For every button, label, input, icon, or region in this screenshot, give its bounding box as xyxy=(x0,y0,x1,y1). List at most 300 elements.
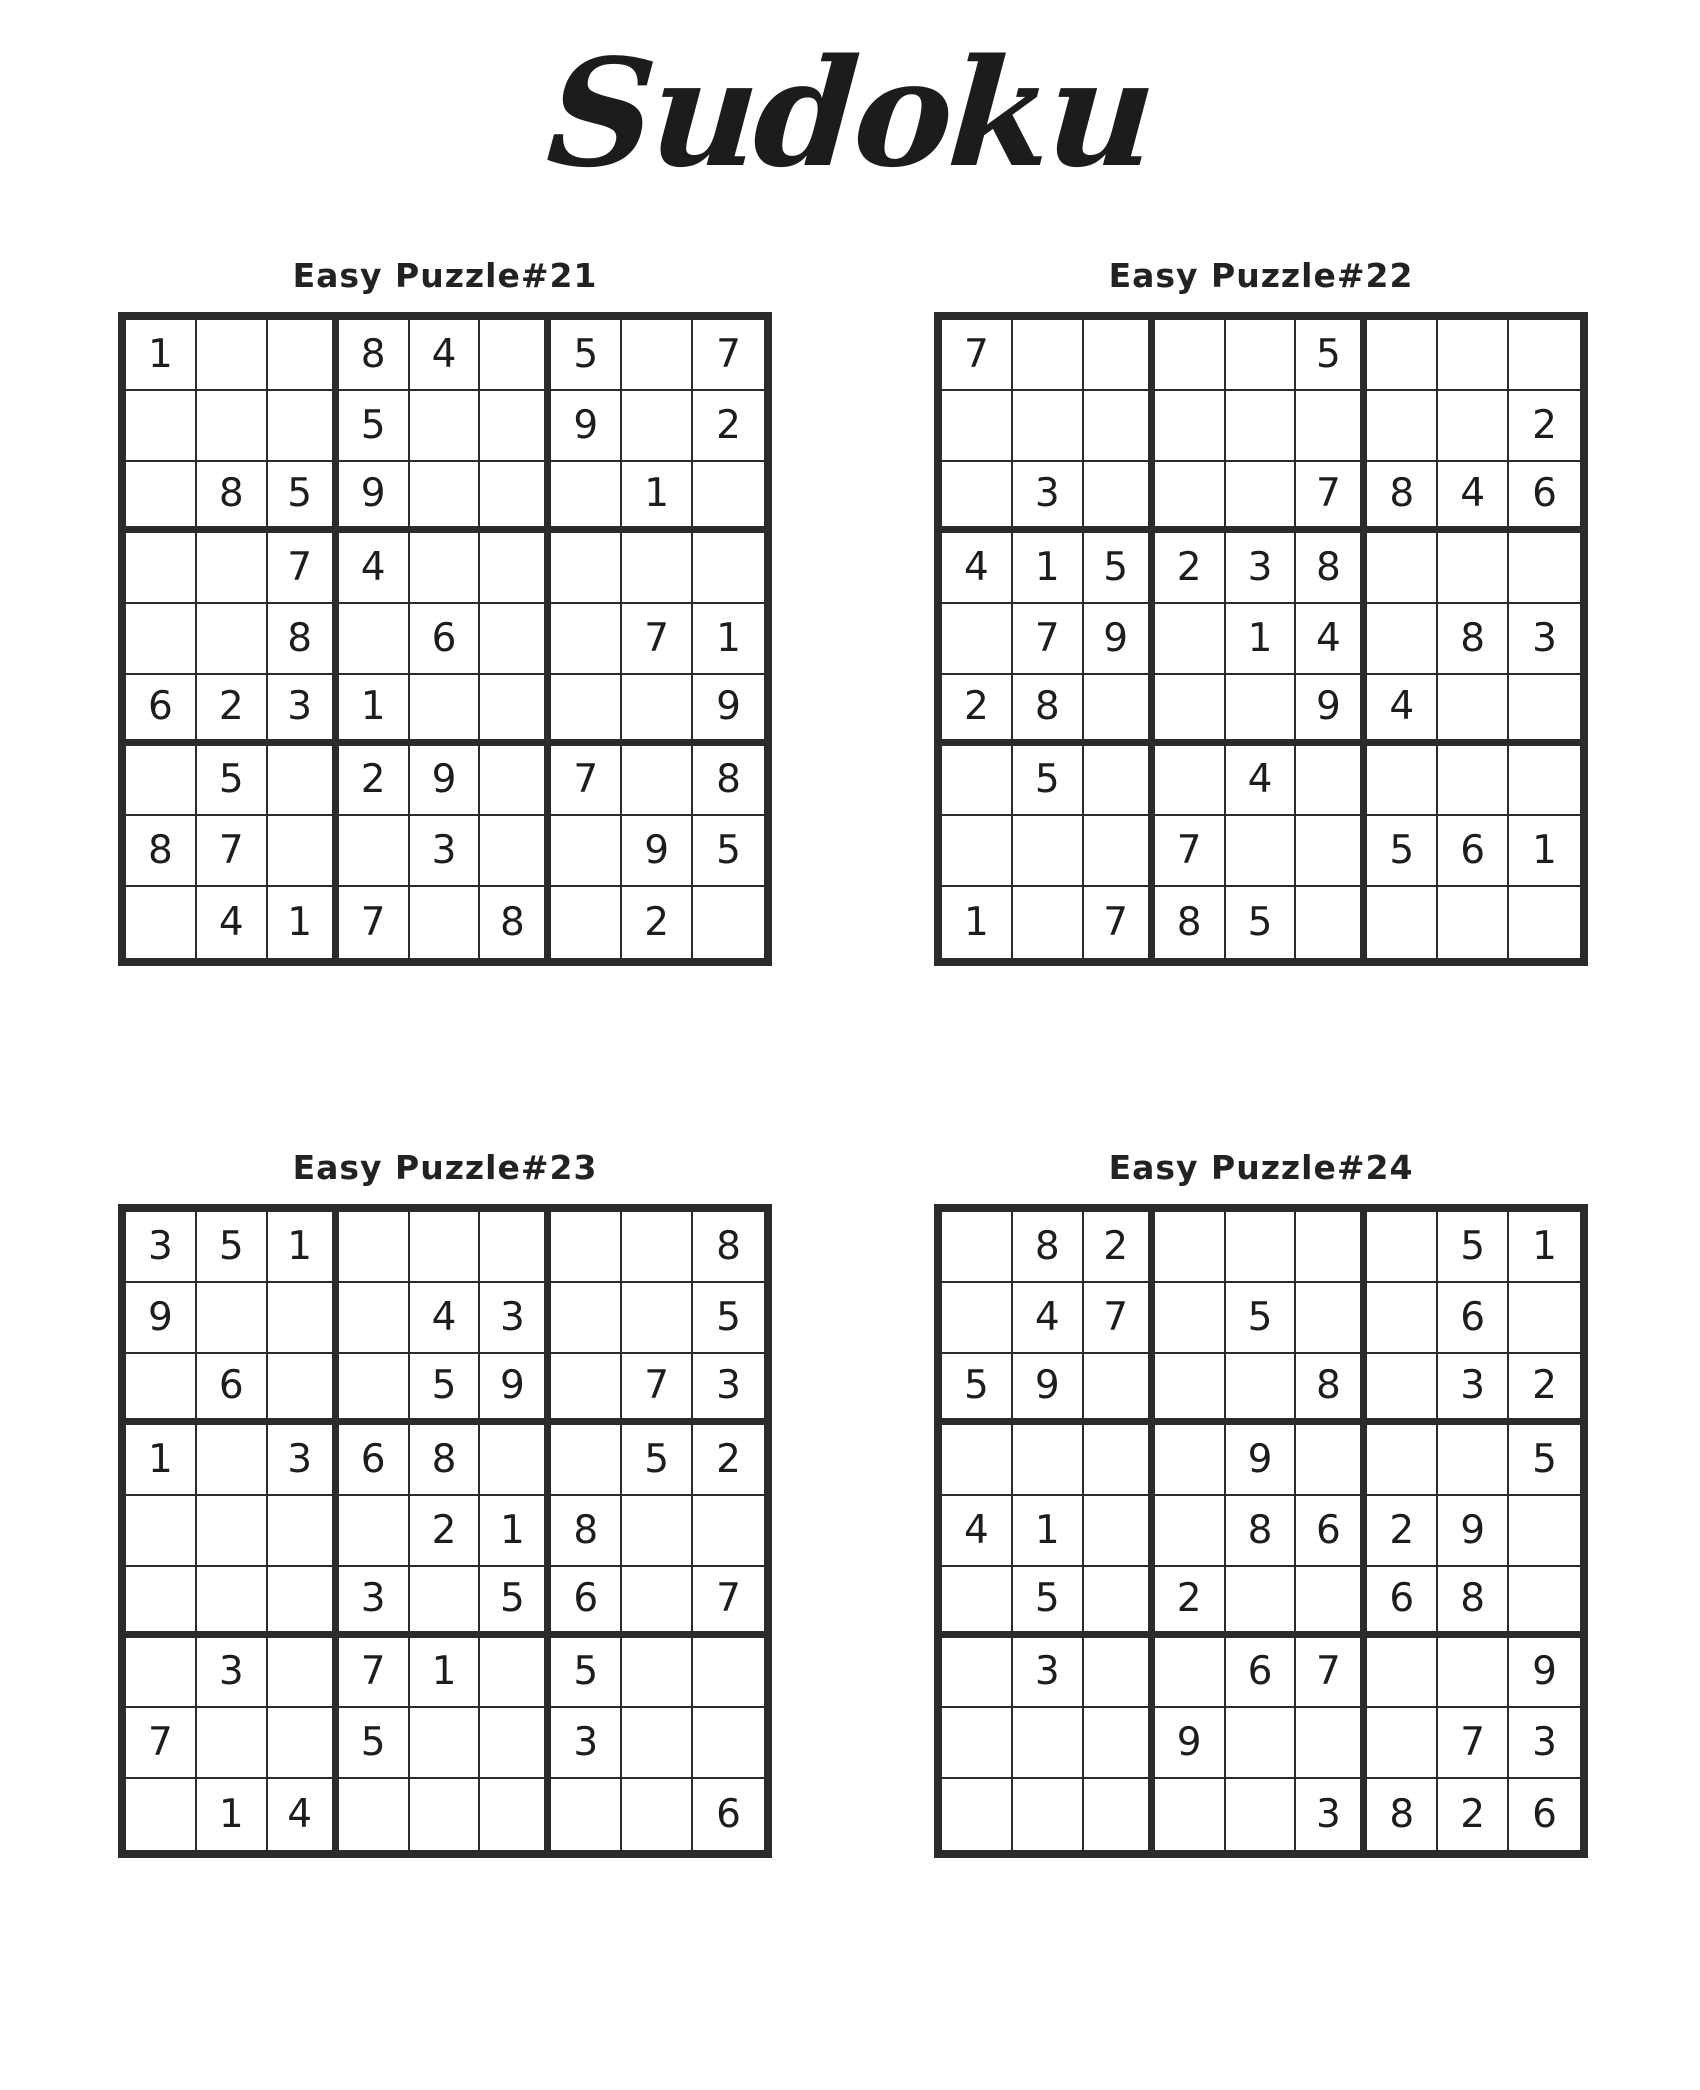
sudoku-cell xyxy=(1013,320,1084,391)
sudoku-cell xyxy=(1013,887,1084,958)
sudoku-cell xyxy=(1296,391,1367,462)
sudoku-cell: 1 xyxy=(126,1425,197,1496)
sudoku-cell xyxy=(1367,604,1438,675)
sudoku-cell xyxy=(480,675,551,746)
sudoku-cell xyxy=(126,1567,197,1638)
sudoku-cell xyxy=(551,533,622,604)
sudoku-cell: 8 xyxy=(1226,1496,1297,1567)
sudoku-cell: 8 xyxy=(1438,604,1509,675)
sudoku-cell xyxy=(197,320,268,391)
sudoku-cell: 4 xyxy=(1226,746,1297,817)
sudoku-cell xyxy=(622,1283,693,1354)
sudoku-cell: 8 xyxy=(693,746,764,817)
sudoku-cell: 2 xyxy=(1509,1354,1580,1425)
sudoku-cell xyxy=(1438,1425,1509,1496)
sudoku-cell xyxy=(693,1496,764,1567)
sudoku-cell: 1 xyxy=(1509,1212,1580,1283)
sudoku-cell: 8 xyxy=(126,816,197,887)
sudoku-cell: 6 xyxy=(1509,1779,1580,1850)
sudoku-cell xyxy=(942,1638,1013,1709)
sudoku-cell xyxy=(551,675,622,746)
sudoku-cell xyxy=(1438,533,1509,604)
puzzle-row-bottom xyxy=(0,1148,1700,1858)
sudoku-cell xyxy=(1226,1779,1297,1850)
sudoku-cell xyxy=(268,1283,339,1354)
puzzle-1 xyxy=(118,256,772,966)
sudoku-cell: 7 xyxy=(1155,816,1226,887)
sudoku-cell xyxy=(1367,1708,1438,1779)
sudoku-cell xyxy=(1226,675,1297,746)
sudoku-cell: 1 xyxy=(268,887,339,958)
sudoku-cell xyxy=(551,1354,622,1425)
sudoku-cell: 6 xyxy=(551,1567,622,1638)
sudoku-cell: 8 xyxy=(1367,1779,1438,1850)
sudoku-cell xyxy=(942,462,1013,533)
sudoku-cell: 7 xyxy=(1296,1638,1367,1709)
sudoku-cell xyxy=(268,1496,339,1567)
sudoku-cell: 7 xyxy=(126,1708,197,1779)
sudoku-cell xyxy=(1509,746,1580,817)
sudoku-cell xyxy=(1367,533,1438,604)
sudoku-cell: 9 xyxy=(1013,1354,1084,1425)
sudoku-cell xyxy=(410,1708,481,1779)
sudoku-cell: 3 xyxy=(268,675,339,746)
sudoku-cell xyxy=(268,1567,339,1638)
sudoku-cell: 7 xyxy=(339,887,410,958)
sudoku-cell xyxy=(1296,746,1367,817)
sudoku-cell: 1 xyxy=(1226,604,1297,675)
sudoku-cell: 4 xyxy=(197,887,268,958)
sudoku-cell xyxy=(1155,320,1226,391)
sudoku-cell: 3 xyxy=(339,1567,410,1638)
sudoku-cell: 8 xyxy=(1296,1354,1367,1425)
sudoku-cell: 1 xyxy=(622,462,693,533)
sudoku-cell xyxy=(197,1708,268,1779)
sudoku-cell: 2 xyxy=(339,746,410,817)
sudoku-cell xyxy=(1367,1425,1438,1496)
sudoku-cell: 6 xyxy=(410,604,481,675)
sudoku-cell xyxy=(197,1567,268,1638)
sudoku-cell: 3 xyxy=(1438,1354,1509,1425)
sudoku-cell: 3 xyxy=(1226,533,1297,604)
sudoku-cell xyxy=(126,1638,197,1709)
sudoku-cell xyxy=(1438,746,1509,817)
sudoku-grid xyxy=(934,1204,1588,1858)
sudoku-cell xyxy=(480,533,551,604)
sudoku-cell xyxy=(1367,1638,1438,1709)
sudoku-cell xyxy=(1155,604,1226,675)
sudoku-cell xyxy=(942,1708,1013,1779)
sudoku-cell xyxy=(693,462,764,533)
sudoku-cell xyxy=(339,1496,410,1567)
sudoku-cell: 9 xyxy=(622,816,693,887)
sudoku-grid xyxy=(934,312,1588,966)
sudoku-cell: 7 xyxy=(1438,1708,1509,1779)
puzzle-title: Easy Puzzle#24 xyxy=(1108,1148,1414,1188)
puzzle-row-top xyxy=(0,256,1700,966)
sudoku-cell xyxy=(942,816,1013,887)
sudoku-cell: 7 xyxy=(622,1354,693,1425)
sudoku-cell xyxy=(268,1354,339,1425)
sudoku-cell: 5 xyxy=(1367,816,1438,887)
sudoku-cell: 8 xyxy=(410,1425,481,1496)
sudoku-cell xyxy=(1296,1212,1367,1283)
sudoku-cell: 5 xyxy=(197,1212,268,1283)
sudoku-cell: 1 xyxy=(942,887,1013,958)
sudoku-cell xyxy=(1226,816,1297,887)
sudoku-cell xyxy=(942,1283,1013,1354)
sudoku-grid xyxy=(118,1204,772,1858)
sudoku-cell: 9 xyxy=(1296,675,1367,746)
sudoku-cell: 2 xyxy=(693,1425,764,1496)
sudoku-cell xyxy=(339,604,410,675)
sudoku-cell: 5 xyxy=(1226,1283,1297,1354)
sudoku-cell xyxy=(1084,391,1155,462)
sudoku-cell xyxy=(480,816,551,887)
sudoku-cell xyxy=(1155,1425,1226,1496)
sudoku-cell xyxy=(622,1567,693,1638)
sudoku-cell xyxy=(1509,1283,1580,1354)
sudoku-cell xyxy=(1367,887,1438,958)
sudoku-cell xyxy=(1438,391,1509,462)
sudoku-cell xyxy=(268,320,339,391)
sudoku-cell: 2 xyxy=(1438,1779,1509,1850)
sudoku-cell xyxy=(339,1779,410,1850)
sudoku-cell xyxy=(197,1425,268,1496)
sudoku-cell xyxy=(1084,1779,1155,1850)
sudoku-cell xyxy=(622,1496,693,1567)
sudoku-cell: 5 xyxy=(1013,1567,1084,1638)
sudoku-cell xyxy=(1013,1779,1084,1850)
sudoku-cell xyxy=(942,1212,1013,1283)
sudoku-cell xyxy=(1155,1496,1226,1567)
sudoku-cell: 4 xyxy=(1013,1283,1084,1354)
sudoku-cell: 3 xyxy=(693,1354,764,1425)
sudoku-cell: 5 xyxy=(1438,1212,1509,1283)
sudoku-cell: 5 xyxy=(339,1708,410,1779)
sudoku-cell xyxy=(1084,1354,1155,1425)
sudoku-cell xyxy=(1084,320,1155,391)
sudoku-cell: 1 xyxy=(693,604,764,675)
sudoku-cell: 8 xyxy=(693,1212,764,1283)
sudoku-cell: 8 xyxy=(1155,887,1226,958)
sudoku-cell: 4 xyxy=(942,533,1013,604)
sudoku-cell xyxy=(1509,533,1580,604)
sudoku-cell xyxy=(126,1496,197,1567)
sudoku-cell xyxy=(1367,391,1438,462)
sudoku-cell xyxy=(1155,1354,1226,1425)
sudoku-cell: 3 xyxy=(1509,1708,1580,1779)
sudoku-cell: 6 xyxy=(197,1354,268,1425)
sudoku-cell xyxy=(622,1638,693,1709)
puzzle-title: Easy Puzzle#21 xyxy=(292,256,598,296)
sudoku-cell: 7 xyxy=(942,320,1013,391)
sudoku-cell xyxy=(268,816,339,887)
sudoku-cell: 7 xyxy=(622,604,693,675)
sudoku-cell: 6 xyxy=(1438,816,1509,887)
sudoku-cell: 5 xyxy=(622,1425,693,1496)
sudoku-cell xyxy=(197,604,268,675)
page-title: Sudoku xyxy=(542,26,1158,200)
sudoku-cell xyxy=(1226,1708,1297,1779)
sudoku-cell xyxy=(480,1212,551,1283)
sudoku-cell xyxy=(1438,320,1509,391)
sudoku-cell xyxy=(1438,1638,1509,1709)
sudoku-cell: 3 xyxy=(1013,1638,1084,1709)
sudoku-cell xyxy=(410,391,481,462)
sudoku-cell xyxy=(1155,746,1226,817)
sudoku-cell xyxy=(1084,1496,1155,1567)
sudoku-cell: 2 xyxy=(1509,391,1580,462)
sudoku-cell: 9 xyxy=(480,1354,551,1425)
sudoku-cell: 8 xyxy=(1438,1567,1509,1638)
sudoku-cell xyxy=(1013,1708,1084,1779)
sudoku-cell xyxy=(197,391,268,462)
sudoku-cell: 2 xyxy=(693,391,764,462)
sudoku-cell xyxy=(1438,675,1509,746)
sudoku-cell: 8 xyxy=(197,462,268,533)
sudoku-cell: 3 xyxy=(197,1638,268,1709)
sudoku-cell: 5 xyxy=(480,1567,551,1638)
sudoku-cell xyxy=(1155,391,1226,462)
sudoku-cell xyxy=(1013,816,1084,887)
sudoku-cell xyxy=(1226,1212,1297,1283)
sudoku-cell xyxy=(1013,391,1084,462)
sudoku-cell xyxy=(551,887,622,958)
sudoku-cell xyxy=(480,320,551,391)
sudoku-cell: 3 xyxy=(1509,604,1580,675)
sudoku-cell: 9 xyxy=(1155,1708,1226,1779)
sudoku-cell xyxy=(126,1779,197,1850)
sudoku-cell: 1 xyxy=(410,1638,481,1709)
sudoku-cell: 6 xyxy=(1296,1496,1367,1567)
sudoku-cell xyxy=(1155,1212,1226,1283)
sudoku-cell: 5 xyxy=(1226,887,1297,958)
sudoku-cell xyxy=(126,887,197,958)
sudoku-cell xyxy=(410,1779,481,1850)
sudoku-cell: 9 xyxy=(551,391,622,462)
sudoku-cell: 6 xyxy=(693,1779,764,1850)
sudoku-cell xyxy=(339,1212,410,1283)
sudoku-cell xyxy=(622,533,693,604)
sudoku-cell: 7 xyxy=(268,533,339,604)
sudoku-cell xyxy=(622,320,693,391)
sudoku-cell: 5 xyxy=(197,746,268,817)
sudoku-cell xyxy=(1226,1354,1297,1425)
sudoku-cell: 9 xyxy=(126,1283,197,1354)
sudoku-cell: 5 xyxy=(693,816,764,887)
sudoku-cell xyxy=(126,1354,197,1425)
sudoku-cell xyxy=(693,533,764,604)
sudoku-cell xyxy=(1084,1425,1155,1496)
sudoku-cell: 5 xyxy=(410,1354,481,1425)
sudoku-cell: 3 xyxy=(268,1425,339,1496)
sudoku-cell xyxy=(1013,1425,1084,1496)
sudoku-cell xyxy=(1084,675,1155,746)
sudoku-cell: 1 xyxy=(126,320,197,391)
sudoku-cell: 7 xyxy=(1084,1283,1155,1354)
sudoku-cell: 4 xyxy=(1367,675,1438,746)
sudoku-cell xyxy=(1509,675,1580,746)
sudoku-cell xyxy=(197,1496,268,1567)
sudoku-cell xyxy=(942,604,1013,675)
sudoku-cell: 6 xyxy=(1367,1567,1438,1638)
sudoku-cell xyxy=(410,1567,481,1638)
sudoku-cell xyxy=(1367,320,1438,391)
sudoku-cell xyxy=(1296,1425,1367,1496)
sudoku-cell xyxy=(622,1708,693,1779)
sudoku-cell: 3 xyxy=(126,1212,197,1283)
sudoku-cell xyxy=(268,391,339,462)
sudoku-cell xyxy=(480,391,551,462)
sudoku-cell xyxy=(339,1354,410,1425)
sudoku-cell xyxy=(1084,816,1155,887)
sudoku-cell: 7 xyxy=(693,320,764,391)
sudoku-cell: 5 xyxy=(551,320,622,391)
sudoku-cell: 5 xyxy=(693,1283,764,1354)
sudoku-cell: 5 xyxy=(268,462,339,533)
sudoku-cell xyxy=(126,533,197,604)
sudoku-cell: 8 xyxy=(1013,675,1084,746)
sudoku-cell xyxy=(551,604,622,675)
sudoku-cell xyxy=(1367,1283,1438,1354)
sudoku-cell xyxy=(1509,1567,1580,1638)
sudoku-cell xyxy=(1296,1567,1367,1638)
sudoku-cell xyxy=(197,533,268,604)
sudoku-cell: 9 xyxy=(410,746,481,817)
sudoku-cell xyxy=(268,746,339,817)
sudoku-cell: 6 xyxy=(1226,1638,1297,1709)
sudoku-cell xyxy=(942,1425,1013,1496)
sudoku-cell: 1 xyxy=(480,1496,551,1567)
sudoku-cell xyxy=(551,1425,622,1496)
sudoku-cell xyxy=(942,391,1013,462)
sudoku-cell xyxy=(942,746,1013,817)
sudoku-cell: 9 xyxy=(693,675,764,746)
sudoku-cell xyxy=(1367,746,1438,817)
sudoku-cell: 2 xyxy=(410,1496,481,1567)
sudoku-cell: 4 xyxy=(1438,462,1509,533)
sudoku-cell xyxy=(693,1708,764,1779)
sudoku-cell xyxy=(1509,1496,1580,1567)
sudoku-cell: 5 xyxy=(551,1638,622,1709)
sudoku-cell xyxy=(622,675,693,746)
sudoku-cell: 7 xyxy=(339,1638,410,1709)
sudoku-cell: 8 xyxy=(1296,533,1367,604)
sudoku-cell xyxy=(1155,1638,1226,1709)
sudoku-cell xyxy=(268,1638,339,1709)
sudoku-cell: 5 xyxy=(1509,1425,1580,1496)
sudoku-cell xyxy=(339,816,410,887)
sudoku-cell xyxy=(410,462,481,533)
sudoku-cell: 2 xyxy=(942,675,1013,746)
sudoku-cell xyxy=(1367,1354,1438,1425)
sudoku-cell: 7 xyxy=(551,746,622,817)
sudoku-cell xyxy=(480,462,551,533)
sudoku-cell: 7 xyxy=(197,816,268,887)
sudoku-cell xyxy=(126,604,197,675)
sudoku-cell: 5 xyxy=(1084,533,1155,604)
sudoku-cell xyxy=(1084,1638,1155,1709)
sudoku-cell xyxy=(126,746,197,817)
sudoku-cell: 6 xyxy=(126,675,197,746)
sudoku-cell: 6 xyxy=(1509,462,1580,533)
sudoku-cell xyxy=(622,391,693,462)
sudoku-cell: 4 xyxy=(942,1496,1013,1567)
sudoku-cell xyxy=(1155,462,1226,533)
sudoku-cell xyxy=(1226,1567,1297,1638)
sudoku-cell xyxy=(1226,391,1297,462)
sudoku-cell: 8 xyxy=(1367,462,1438,533)
sudoku-cell xyxy=(1296,1708,1367,1779)
sudoku-cell: 9 xyxy=(1084,604,1155,675)
sudoku-cell xyxy=(1155,1779,1226,1850)
sudoku-cell xyxy=(942,1567,1013,1638)
sudoku-cell xyxy=(480,1779,551,1850)
sudoku-cell: 9 xyxy=(1226,1425,1297,1496)
sudoku-cell xyxy=(1084,746,1155,817)
sudoku-cell: 7 xyxy=(1013,604,1084,675)
sudoku-cell xyxy=(1084,462,1155,533)
sudoku-cell xyxy=(1296,816,1367,887)
sudoku-cell: 3 xyxy=(410,816,481,887)
sudoku-cell: 4 xyxy=(410,320,481,391)
sudoku-cell: 4 xyxy=(410,1283,481,1354)
sudoku-cell: 8 xyxy=(480,887,551,958)
sudoku-cell xyxy=(126,462,197,533)
sudoku-cell xyxy=(480,1708,551,1779)
sudoku-cell: 8 xyxy=(339,320,410,391)
sudoku-cell xyxy=(410,887,481,958)
sudoku-cell xyxy=(480,604,551,675)
sudoku-cell: 1 xyxy=(197,1779,268,1850)
sudoku-cell xyxy=(480,1638,551,1709)
sudoku-cell: 2 xyxy=(197,675,268,746)
sudoku-cell xyxy=(410,533,481,604)
sudoku-cell: 6 xyxy=(1438,1283,1509,1354)
sudoku-cell: 4 xyxy=(339,533,410,604)
sudoku-cell: 5 xyxy=(942,1354,1013,1425)
sudoku-cell: 7 xyxy=(1296,462,1367,533)
sudoku-cell xyxy=(1084,1567,1155,1638)
sudoku-cell xyxy=(1367,1212,1438,1283)
sudoku-cell xyxy=(1296,887,1367,958)
puzzle-4 xyxy=(934,1148,1588,1858)
sudoku-cell xyxy=(551,1779,622,1850)
sudoku-cell xyxy=(197,1283,268,1354)
sudoku-cell xyxy=(1226,462,1297,533)
sudoku-cell: 8 xyxy=(268,604,339,675)
puzzle-title: Easy Puzzle#23 xyxy=(292,1148,598,1188)
sudoku-cell: 8 xyxy=(1013,1212,1084,1283)
sudoku-cell xyxy=(942,1779,1013,1850)
sudoku-cell xyxy=(693,887,764,958)
sudoku-cell: 2 xyxy=(1367,1496,1438,1567)
sudoku-cell: 1 xyxy=(1509,816,1580,887)
sudoku-cell: 1 xyxy=(268,1212,339,1283)
sudoku-cell: 4 xyxy=(268,1779,339,1850)
sudoku-cell: 8 xyxy=(551,1496,622,1567)
sudoku-cell: 2 xyxy=(1155,1567,1226,1638)
sudoku-cell: 3 xyxy=(1296,1779,1367,1850)
sudoku-cell xyxy=(551,1212,622,1283)
sudoku-cell xyxy=(480,746,551,817)
sudoku-grid xyxy=(118,312,772,966)
sudoku-cell xyxy=(410,1212,481,1283)
sudoku-cell xyxy=(622,1779,693,1850)
sudoku-cell xyxy=(1084,1708,1155,1779)
sudoku-cell: 3 xyxy=(551,1708,622,1779)
